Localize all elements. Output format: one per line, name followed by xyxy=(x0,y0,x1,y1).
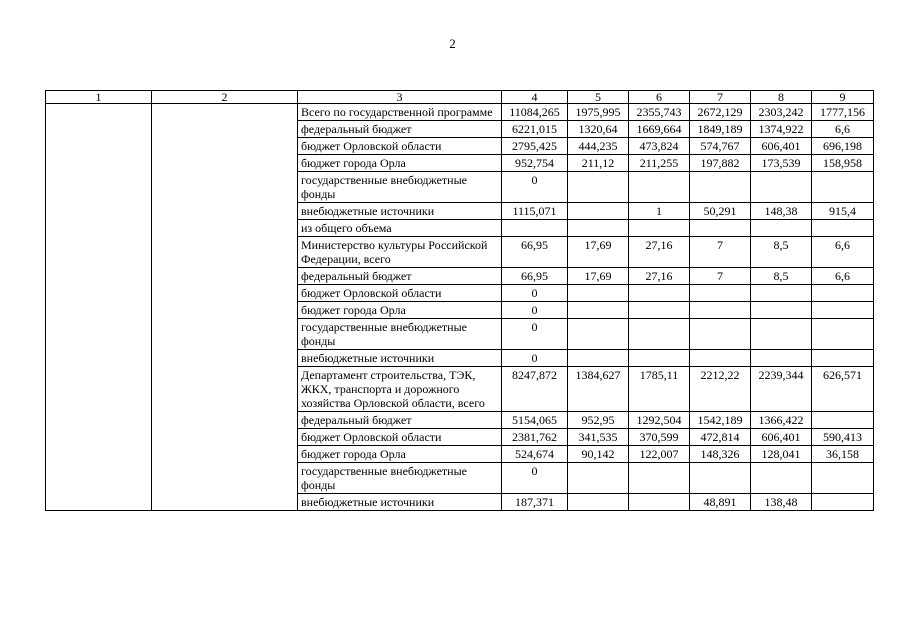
row-label: бюджет Орловской области xyxy=(298,285,502,302)
value-cell: 626,571 xyxy=(812,367,874,412)
table-row xyxy=(46,104,874,121)
value-cell: 158,958 xyxy=(812,155,874,172)
value-cell xyxy=(629,494,690,511)
value-cell: 8,5 xyxy=(751,237,812,268)
row-label: внебюджетные источники xyxy=(298,203,502,220)
value-cell xyxy=(812,494,874,511)
value-cell: 0 xyxy=(502,463,568,494)
value-cell xyxy=(568,319,629,350)
value-cell xyxy=(568,203,629,220)
value-cell: 27,16 xyxy=(629,268,690,285)
value-cell: 173,539 xyxy=(751,155,812,172)
value-cell: 1542,189 xyxy=(690,412,751,429)
value-cell: 50,291 xyxy=(690,203,751,220)
value-cell: 0 xyxy=(502,172,568,203)
row-label: федеральный бюджет xyxy=(298,121,502,138)
value-cell: 370,599 xyxy=(629,429,690,446)
value-cell xyxy=(629,463,690,494)
header-cell: 8 xyxy=(751,91,812,104)
value-cell: 7 xyxy=(690,237,751,268)
row-label: бюджет Орловской области xyxy=(298,429,502,446)
value-cell: 6,6 xyxy=(812,237,874,268)
value-cell: 122,007 xyxy=(629,446,690,463)
value-cell xyxy=(751,463,812,494)
value-cell xyxy=(812,172,874,203)
value-cell xyxy=(690,319,751,350)
value-cell: 148,326 xyxy=(690,446,751,463)
value-cell xyxy=(751,319,812,350)
value-cell xyxy=(629,220,690,237)
value-cell: 66,95 xyxy=(502,237,568,268)
header-cell: 4 xyxy=(502,91,568,104)
value-cell: 8247,872 xyxy=(502,367,568,412)
value-cell: 574,767 xyxy=(690,138,751,155)
value-cell xyxy=(629,172,690,203)
column-2-cell xyxy=(152,104,298,511)
value-cell xyxy=(812,319,874,350)
value-cell: 48,891 xyxy=(690,494,751,511)
value-cell: 472,814 xyxy=(690,429,751,446)
value-cell: 1 xyxy=(629,203,690,220)
header-cell: 7 xyxy=(690,91,751,104)
value-cell: 11084,265 xyxy=(502,104,568,121)
value-cell xyxy=(812,350,874,367)
value-cell: 1785,11 xyxy=(629,367,690,412)
value-cell: 197,882 xyxy=(690,155,751,172)
value-cell: 187,371 xyxy=(502,494,568,511)
row-label: государственные внебюджетные фонды xyxy=(298,319,502,350)
value-cell: 66,95 xyxy=(502,268,568,285)
value-cell xyxy=(751,172,812,203)
value-cell: 1374,922 xyxy=(751,121,812,138)
value-cell: 2212,22 xyxy=(690,367,751,412)
value-cell: 606,401 xyxy=(751,429,812,446)
value-cell: 0 xyxy=(502,302,568,319)
value-cell: 0 xyxy=(502,350,568,367)
value-cell: 148,38 xyxy=(751,203,812,220)
value-cell: 606,401 xyxy=(751,138,812,155)
value-cell xyxy=(690,285,751,302)
value-cell: 2672,129 xyxy=(690,104,751,121)
header-row xyxy=(46,91,874,104)
value-cell xyxy=(568,220,629,237)
value-cell: 1115,071 xyxy=(502,203,568,220)
value-cell: 27,16 xyxy=(629,237,690,268)
value-cell xyxy=(690,350,751,367)
value-cell: 952,95 xyxy=(568,412,629,429)
value-cell: 5154,065 xyxy=(502,412,568,429)
value-cell: 1849,189 xyxy=(690,121,751,138)
row-label: внебюджетные источники xyxy=(298,350,502,367)
value-cell: 36,158 xyxy=(812,446,874,463)
row-label: федеральный бюджет xyxy=(298,412,502,429)
value-cell xyxy=(568,285,629,302)
value-cell: 1292,504 xyxy=(629,412,690,429)
value-cell: 17,69 xyxy=(568,237,629,268)
value-cell: 90,142 xyxy=(568,446,629,463)
value-cell xyxy=(629,350,690,367)
header-cell: 5 xyxy=(568,91,629,104)
value-cell: 473,824 xyxy=(629,138,690,155)
header-cell: 1 xyxy=(46,91,152,104)
value-cell xyxy=(690,220,751,237)
value-cell xyxy=(568,302,629,319)
row-label: государственные внебюджетные фонды xyxy=(298,463,502,494)
row-label: федеральный бюджет xyxy=(298,268,502,285)
value-cell: 211,255 xyxy=(629,155,690,172)
value-cell: 1777,156 xyxy=(812,104,874,121)
value-cell xyxy=(629,302,690,319)
value-cell: 6,6 xyxy=(812,121,874,138)
value-cell xyxy=(751,220,812,237)
row-label: из общего объема xyxy=(298,220,502,237)
column-1-cell xyxy=(46,104,152,511)
value-cell xyxy=(812,302,874,319)
value-cell xyxy=(812,220,874,237)
value-cell: 2303,242 xyxy=(751,104,812,121)
value-cell xyxy=(751,285,812,302)
page-number: 2 xyxy=(449,36,456,51)
row-label: Министерство культуры Российской Федерации, всего xyxy=(298,237,502,268)
value-cell xyxy=(690,172,751,203)
value-cell: 2381,762 xyxy=(502,429,568,446)
value-cell xyxy=(690,302,751,319)
value-cell: 128,041 xyxy=(751,446,812,463)
value-cell: 8,5 xyxy=(751,268,812,285)
row-label: Департамент строительства, ТЭК, ЖКХ, транспорта и дорожного хозяйства Орловской области, всего xyxy=(298,367,502,412)
value-cell: 2355,743 xyxy=(629,104,690,121)
value-cell: 444,235 xyxy=(568,138,629,155)
value-cell: 1669,664 xyxy=(629,121,690,138)
value-cell: 1384,627 xyxy=(568,367,629,412)
value-cell xyxy=(568,172,629,203)
row-label: бюджет Орловской области xyxy=(298,138,502,155)
value-cell xyxy=(690,463,751,494)
value-cell: 138,48 xyxy=(751,494,812,511)
value-cell: 0 xyxy=(502,285,568,302)
value-cell xyxy=(751,350,812,367)
row-label: государственные внебюджетные фонды xyxy=(298,172,502,203)
value-cell: 524,674 xyxy=(502,446,568,463)
value-cell: 17,69 xyxy=(568,268,629,285)
row-label: бюджет города Орла xyxy=(298,155,502,172)
row-label: бюджет города Орла xyxy=(298,446,502,463)
value-cell: 915,4 xyxy=(812,203,874,220)
value-cell: 2795,425 xyxy=(502,138,568,155)
budget-table xyxy=(45,90,874,511)
value-cell xyxy=(751,302,812,319)
value-cell xyxy=(812,412,874,429)
header-cell: 2 xyxy=(152,91,298,104)
value-cell: 696,198 xyxy=(812,138,874,155)
value-cell: 7 xyxy=(690,268,751,285)
value-cell xyxy=(502,220,568,237)
value-cell xyxy=(812,463,874,494)
header-cell: 6 xyxy=(629,91,690,104)
value-cell xyxy=(568,494,629,511)
value-cell: 6221,015 xyxy=(502,121,568,138)
value-cell xyxy=(629,319,690,350)
value-cell xyxy=(568,463,629,494)
row-label: внебюджетные источники xyxy=(298,494,502,511)
value-cell: 211,12 xyxy=(568,155,629,172)
value-cell: 6,6 xyxy=(812,268,874,285)
value-cell: 1975,995 xyxy=(568,104,629,121)
header-cell: 3 xyxy=(298,91,502,104)
value-cell: 0 xyxy=(502,319,568,350)
row-label: Всего по государственной программе xyxy=(298,104,502,121)
value-cell xyxy=(629,285,690,302)
value-cell xyxy=(812,285,874,302)
header-cell: 9 xyxy=(812,91,874,104)
value-cell: 1366,422 xyxy=(751,412,812,429)
value-cell xyxy=(568,350,629,367)
row-label: бюджет города Орла xyxy=(298,302,502,319)
value-cell: 590,413 xyxy=(812,429,874,446)
value-cell: 1320,64 xyxy=(568,121,629,138)
value-cell: 952,754 xyxy=(502,155,568,172)
value-cell: 2239,344 xyxy=(751,367,812,412)
value-cell: 341,535 xyxy=(568,429,629,446)
